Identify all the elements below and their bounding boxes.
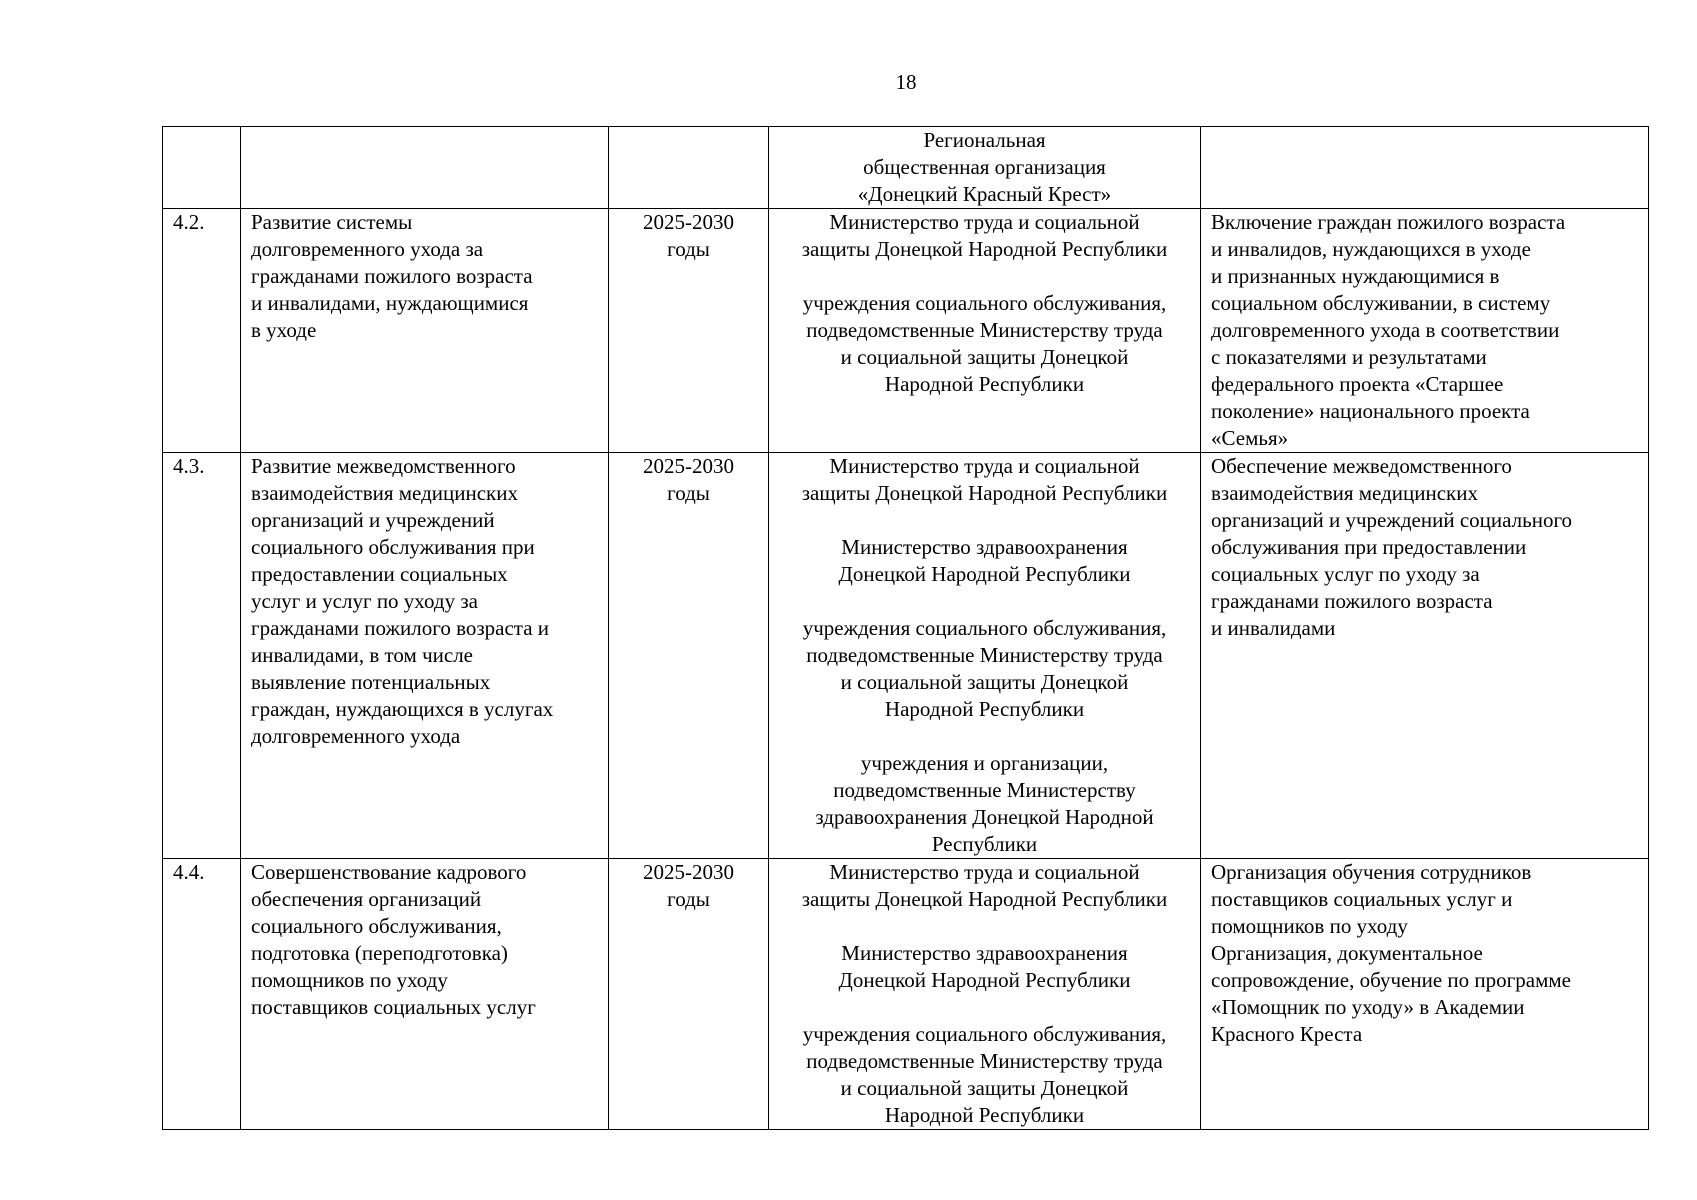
executor-line: учреждения социального обслуживания,: [802, 291, 1167, 315]
item-number-text: 4.3.: [173, 454, 205, 478]
executor-gap: [779, 507, 1190, 534]
table-row: [163, 209, 1649, 453]
result-line: Организация, документальное: [1211, 941, 1483, 965]
executor-line: «Донецкий Красный Крест»: [857, 182, 1112, 206]
result-line: организаций и учреждений социального: [1211, 508, 1573, 532]
executor-line: и социальной защиты Донецкой: [840, 670, 1129, 694]
executor-gap: [779, 588, 1190, 615]
result-line: помощников по уходу: [1211, 914, 1408, 938]
activity-line: помощников по уходу: [251, 968, 448, 992]
executor-line: подведомственные Министерству труда: [806, 643, 1163, 667]
activity-line: организаций и учреждений: [251, 508, 495, 532]
executor-line: подведомственные Министерству труда: [806, 1049, 1163, 1073]
result-line: и инвалидами: [1211, 616, 1336, 640]
executor-line: защиты Донецкой Народной Республики: [801, 481, 1168, 505]
activity-line: гражданами пожилого возраста: [251, 264, 533, 288]
term-line: годы: [667, 481, 710, 505]
item-number-text: 4.4.: [173, 860, 205, 884]
activity-line: социального обслуживания,: [251, 914, 502, 938]
page-number: 18: [895, 70, 917, 94]
term-cell: [609, 859, 769, 1130]
activity-line: долговременного ухода за: [251, 237, 484, 261]
executors-cell: [769, 453, 1201, 859]
activity-line: обеспечения организаций: [251, 887, 482, 911]
activity-cell: [241, 127, 609, 209]
result-line: взаимодействия медицинских: [1211, 481, 1478, 505]
activity-line: услуг и услуг по уходу за: [251, 589, 478, 613]
executor-line: подведомственные Министерству: [833, 778, 1136, 802]
term-cell: [609, 453, 769, 859]
activity-line: социального обслуживания при: [251, 535, 535, 559]
measures-table: [162, 126, 1649, 1130]
activity-line: взаимодействия медицинских: [251, 481, 518, 505]
term-line: 2025-2030: [643, 454, 734, 478]
executor-line: учреждения социального обслуживания,: [802, 1022, 1167, 1046]
result-line: поколение» национального проекта: [1211, 399, 1530, 423]
activity-line: подготовка (переподготовка): [251, 941, 508, 965]
executor-line: Министерство труда и социальной: [829, 454, 1140, 478]
table-row: [163, 859, 1649, 1130]
result-line: обслуживания при предоставлении: [1211, 535, 1527, 559]
executor-line: учреждения и организации,: [860, 751, 1109, 775]
term-cell: [609, 209, 769, 453]
executor-line: Народной Республики: [884, 697, 1085, 721]
executor-line: Республики: [931, 832, 1038, 856]
result-line: и признанных нуждающимися в: [1211, 264, 1500, 288]
executors-cell: [769, 209, 1201, 453]
result-line: Включение граждан пожилого возраста: [1211, 210, 1566, 234]
table-row: [163, 453, 1649, 859]
result-line: поставщиков социальных услуг и: [1211, 887, 1513, 911]
executor-line: Региональная: [923, 128, 1046, 152]
executor-gap: [779, 994, 1190, 1021]
result-cell: [1201, 209, 1649, 453]
executors-cell: [769, 859, 1201, 1130]
result-line: долговременного ухода в соответствии: [1211, 318, 1560, 342]
activity-line: выявление потенциальных: [251, 670, 491, 694]
item-number: [163, 127, 241, 209]
executor-gap: [779, 263, 1190, 290]
executor-line: Министерство труда и социальной: [829, 210, 1140, 234]
term-line: 2025-2030: [643, 860, 734, 884]
executor-line: здравоохранения Донецкой Народной: [815, 805, 1154, 829]
result-line: сопровождение, обучение по программе: [1211, 968, 1571, 992]
result-cell: [1201, 859, 1649, 1130]
activity-line: гражданами пожилого возраста и: [251, 616, 550, 640]
result-cell: [1201, 127, 1649, 209]
term-line: годы: [667, 237, 710, 261]
term-cell: [609, 127, 769, 209]
term-line: годы: [667, 887, 710, 911]
executor-line: защиты Донецкой Народной Республики: [801, 237, 1168, 261]
table-body: [163, 127, 1649, 1130]
activity-line: граждан, нуждающихся в услугах: [251, 697, 554, 721]
item-number: [163, 453, 241, 859]
executor-line: подведомственные Министерству труда: [806, 318, 1163, 342]
activity-line: Развитие межведомственного: [251, 454, 516, 478]
item-number: [163, 209, 241, 453]
activity-cell: [241, 859, 609, 1130]
result-line: Красного Креста: [1211, 1022, 1363, 1046]
executor-line: защиты Донецкой Народной Республики: [801, 887, 1168, 911]
executor-line: Народной Республики: [884, 1103, 1085, 1127]
executor-line: учреждения социального обслуживания,: [802, 616, 1167, 640]
activity-line: и инвалидами, нуждающимися: [251, 291, 529, 315]
activity-line: Развитие системы: [251, 210, 413, 234]
executor-line: и социальной защиты Донецкой: [840, 1076, 1129, 1100]
term-line: 2025-2030: [643, 210, 734, 234]
item-number-text: 4.2.: [173, 210, 205, 234]
activity-line: в уходе: [251, 318, 317, 342]
result-line: «Семья»: [1211, 426, 1289, 450]
executor-line: Донецкой Народной Республики: [838, 562, 1131, 586]
result-cell: [1201, 453, 1649, 859]
executor-line: Народной Республики: [884, 372, 1085, 396]
executor-line: и социальной защиты Донецкой: [840, 345, 1129, 369]
executor-line: Министерство труда и социальной: [829, 860, 1140, 884]
result-line: Организация обучения сотрудников: [1211, 860, 1532, 884]
result-line: с показателями и результатами: [1211, 345, 1487, 369]
activity-cell: [241, 453, 609, 859]
activity-line: инвалидами, в том числе: [251, 643, 473, 667]
result-line: и инвалидов, нуждающихся в уходе: [1211, 237, 1531, 261]
executor-line: Министерство здравоохранения: [841, 535, 1128, 559]
result-line: Обеспечение межведомственного: [1211, 454, 1512, 478]
result-line: «Помощник по уходу» в Академии: [1211, 995, 1525, 1019]
result-line: социальном обслуживании, в систему: [1211, 291, 1551, 315]
result-line: социальных услуг по уходу за: [1211, 562, 1480, 586]
executor-line: Донецкой Народной Республики: [838, 968, 1131, 992]
executor-gap: [779, 723, 1190, 750]
activity-cell: [241, 209, 609, 453]
item-number: [163, 859, 241, 1130]
executor-gap: [779, 913, 1190, 940]
activity-line: Совершенствование кадрового: [251, 860, 527, 884]
activity-line: долговременного ухода: [251, 724, 461, 748]
result-line: федерального проекта «Старшее: [1211, 372, 1504, 396]
executor-line: общественная организация: [863, 155, 1106, 179]
table-row: [163, 127, 1649, 209]
result-line: гражданами пожилого возраста: [1211, 589, 1493, 613]
executors-cell: [769, 127, 1201, 209]
executor-line: Министерство здравоохранения: [841, 941, 1128, 965]
activity-line: поставщиков социальных услуг: [251, 995, 536, 1019]
activity-line: предоставлении социальных: [251, 562, 508, 586]
